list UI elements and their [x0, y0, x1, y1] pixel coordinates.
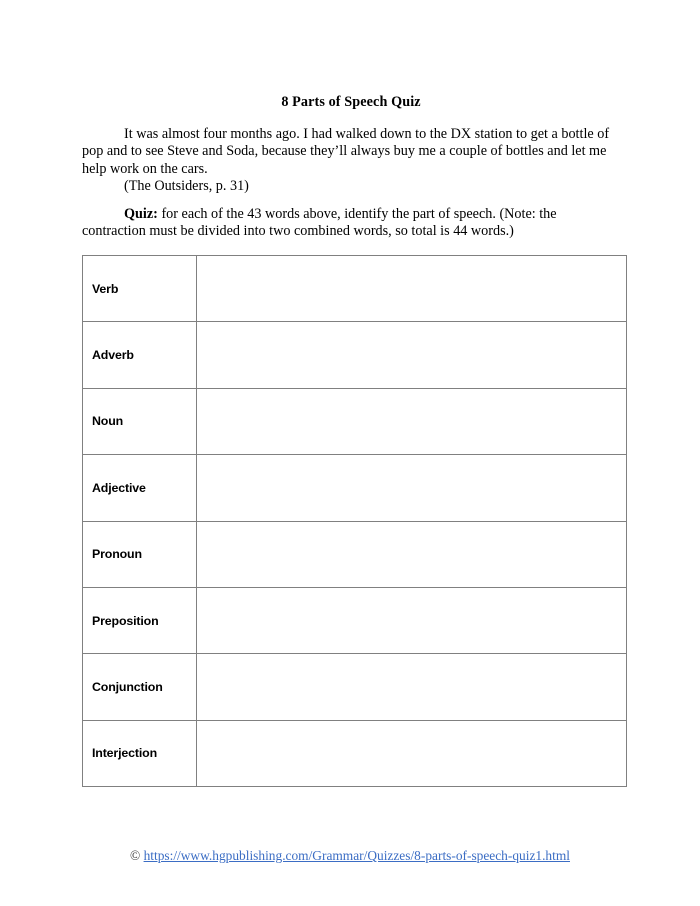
row-label-preposition: Preposition [83, 587, 197, 653]
answer-cell-noun[interactable] [197, 388, 627, 454]
row-label-adjective: Adjective [83, 455, 197, 521]
table-row [83, 521, 627, 587]
table-row [83, 654, 627, 720]
source-citation: (The Outsiders, p. 31) [124, 178, 249, 194]
excerpt-paragraph: It was almost four months ago. I had walked down to the DX station to get a bottle of pop and to see Steve and Soda, because they’ll always buy me a couple of bottles and let me help work on the cars. [82, 126, 610, 177]
copyright-icon: © [130, 848, 141, 863]
row-label-interjection: Interjection [83, 720, 197, 786]
footer [0, 848, 700, 864]
answer-cell-pronoun[interactable] [197, 521, 627, 587]
row-label-noun: Noun [83, 388, 197, 454]
table-row [83, 322, 627, 388]
source-url-link[interactable]: https://www.hgpublishing.com/Grammar/Quizzes/8-parts-of-speech-quiz1.html [143, 848, 570, 863]
row-label-verb: Verb [83, 256, 197, 322]
table-row [83, 720, 627, 786]
quiz-label: Quiz: [124, 206, 158, 222]
page-title: 8 Parts of Speech Quiz [281, 94, 421, 110]
answer-cell-verb[interactable] [197, 256, 627, 322]
answer-cell-conjunction[interactable] [197, 654, 627, 720]
table-body [83, 256, 627, 787]
table-row [83, 256, 627, 322]
table-row [83, 587, 627, 653]
row-label-pronoun: Pronoun [83, 521, 197, 587]
row-label-conjunction: Conjunction [83, 654, 197, 720]
quiz-instructions-text: for each of the 43 words above, identify the part of speech. (Note: the contraction must be divided into two combined words, so total is 44 words.) [82, 206, 557, 240]
parts-of-speech-table [82, 255, 627, 787]
answer-cell-adverb[interactable] [197, 322, 627, 388]
table-row [83, 388, 627, 454]
table-row [83, 455, 627, 521]
quiz-instructions-paragraph [82, 206, 620, 241]
answer-cell-preposition[interactable] [197, 587, 627, 653]
answer-cell-adjective[interactable] [197, 455, 627, 521]
row-label-adverb: Adverb [83, 322, 197, 388]
answer-cell-interjection[interactable] [197, 720, 627, 786]
